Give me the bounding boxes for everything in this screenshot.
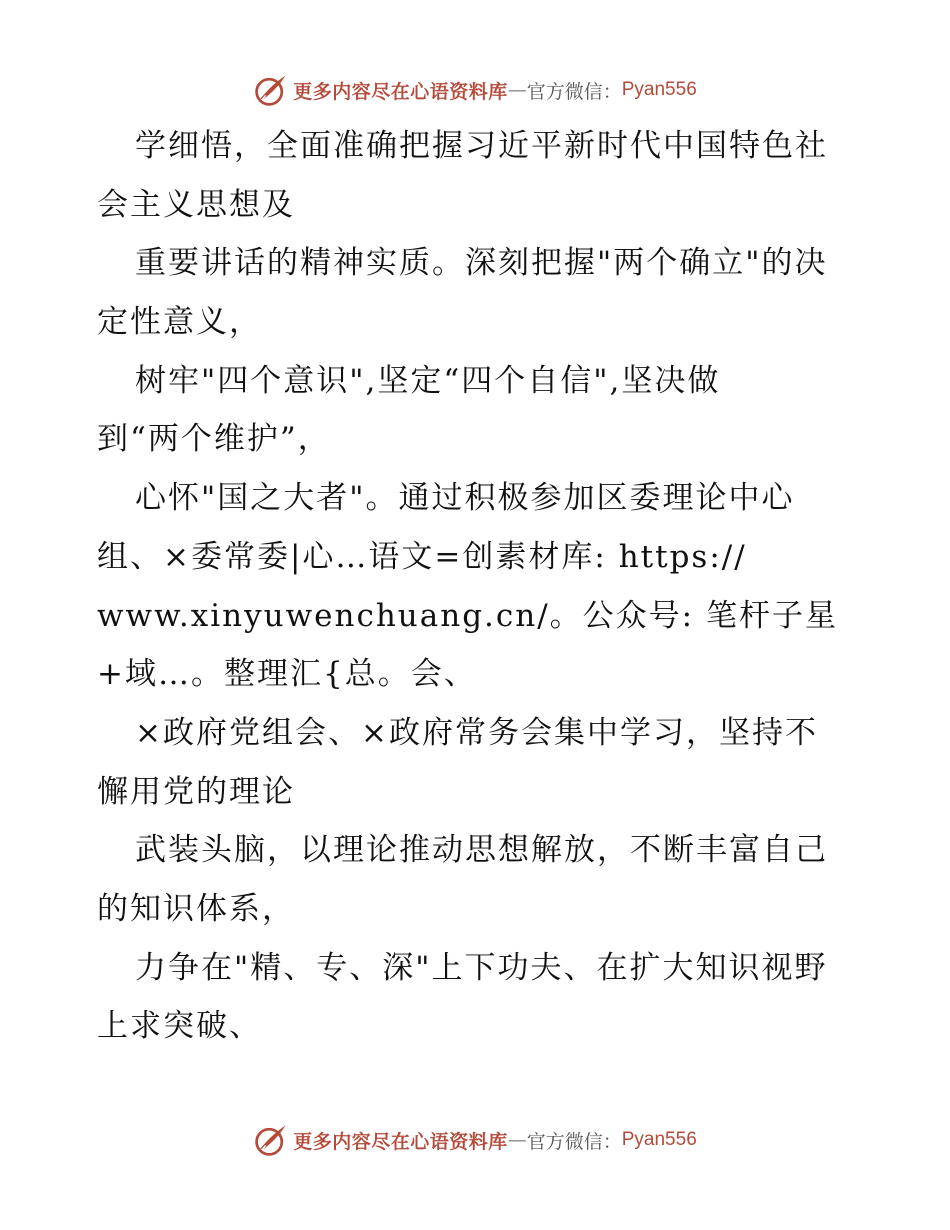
body-text-line: 组、×委常委|心…语文=创素材库: https:// — [97, 538, 747, 575]
body-text-line: 重要讲话的精神实质。深刻把握"两个确立"的决 — [135, 245, 828, 282]
body-text-line: 的知识体系， — [97, 890, 295, 927]
footer-site-name: 更多内容尽在心语资料库 — [293, 1130, 508, 1153]
body-text-line: 心怀"国之大者"。通过积极参加区委理论中心 — [135, 480, 795, 517]
quill-pen-logo-icon — [253, 72, 289, 108]
header-dash: — — [507, 79, 527, 101]
body-text-line: ×政府党组会、×政府常务会集中学习，坚持不 — [135, 714, 818, 751]
footer-official-label: 官方微信： — [526, 1130, 622, 1153]
header-official-label: 官方微信： — [526, 80, 622, 103]
document-body — [97, 117, 857, 1056]
footer-dash: — — [507, 1129, 527, 1151]
body-text-line: 到“两个维护”， — [97, 421, 331, 458]
body-text-line: 学细悟，全面准确把握习近平新时代中国特色社 — [135, 128, 828, 164]
header-site-name: 更多内容尽在心语资料库 — [293, 80, 508, 103]
body-text-line: +域…。整理汇{总。会、 — [97, 656, 477, 693]
page-header-banner — [0, 70, 950, 110]
header-wechat-id: Pyan556 — [621, 79, 697, 100]
body-text-line: 定性意义， — [97, 304, 262, 341]
body-text-line: 力争在"精、专、深"上下功夫、在扩大知识视野 — [135, 949, 828, 986]
body-text-line: 懈用党的理论 — [97, 773, 295, 810]
body-text-line: www.xinyuwenchuang.cn/。公众号: 笔杆子星 — [97, 597, 838, 634]
body-text-line: 树牢"四个意识",坚定“四个自信",坚决做 — [135, 362, 721, 399]
body-text-line: 会主义思想及 — [97, 186, 295, 223]
body-text-line: 武装头脑，以理论推动思想解放，不断丰富自己 — [135, 832, 828, 869]
page-footer-banner — [0, 1120, 950, 1160]
body-text-line: 上求突破、 — [97, 1008, 262, 1045]
footer-wechat-id: Pyan556 — [621, 1129, 697, 1150]
quill-pen-logo-icon — [253, 1122, 289, 1158]
